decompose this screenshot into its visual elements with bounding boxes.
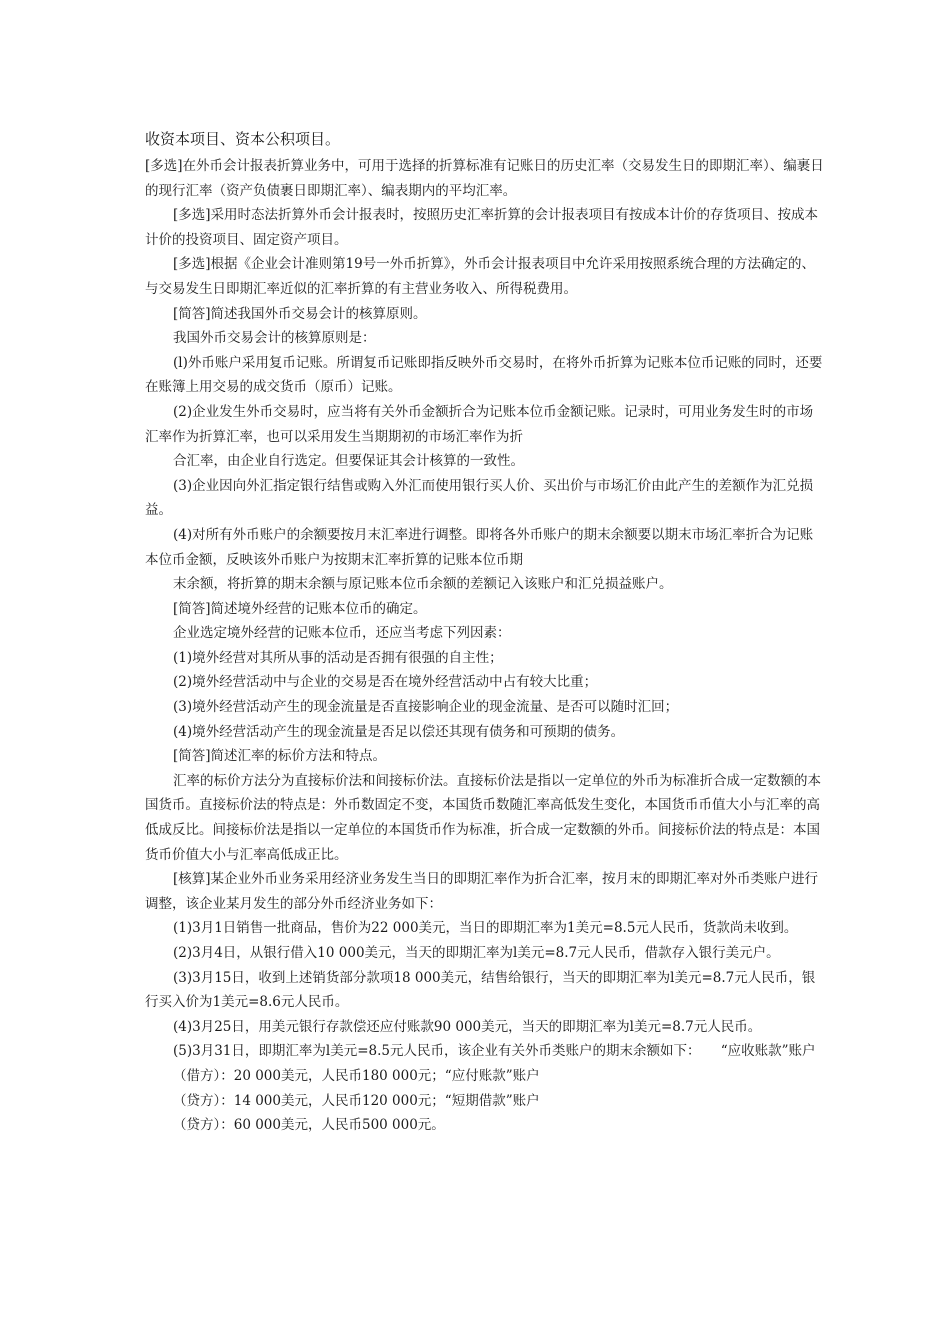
list-item: (4)对所有外币账户的余额要按月末汇率进行调整。即将各外币账户的期末余额要以期末市场汇率折合为记账本位币金额，反映该外币账户为按期末汇率折算的记账本位币期 xyxy=(145,526,814,568)
list-item: (l)外币账户采用复币记账。所谓复币记账即指反映外币交易时，在将外币折算为记账本位币记账的同时，还要在账簿上用交易的成交货币（原币）记账。 xyxy=(145,354,823,396)
list-item: (3)3月15日，收到上述销货部分款项18 000美元，结售给银行，当天的即期汇率为l美元=8.7元人民币，银行买入价为1美元=8.6元人民币。 xyxy=(145,969,816,1011)
paragraph: （贷方）：60 000美元，人民币500 000元。 xyxy=(173,1117,445,1134)
question-heading: [简答]简述汇率的标价方法和特点。 xyxy=(173,748,387,765)
paragraph: （贷方）：14 000美元，人民币120 000元；“短期借款”账户 xyxy=(173,1092,540,1109)
paragraph: 末余额，将折算的期末余额与原记账本位币余额的差额记入该账户和汇兑损益账户。 xyxy=(173,576,673,593)
list-item: (2)企业发生外币交易时，应当将有关外币金额折合为记账本位币金额记账。记录时，可用业务发生时的市场汇率作为折算汇率，也可以采用发生当期期初的市场汇率作为折 xyxy=(145,403,814,445)
paragraph: 企业选定境外经营的记账本位币，还应当考虑下列因素： xyxy=(173,625,511,642)
list-item: (4)3月25日，用美元银行存款偿还应付账款90 000美元，当天的即期汇率为l美元=8.7元人民币。 xyxy=(173,1018,762,1035)
paragraph: 我国外币交易会计的核算原则是： xyxy=(173,330,376,347)
document-body xyxy=(145,126,825,1138)
list-item: (2)境外经营活动中与企业的交易是否在境外经营活动中占有较大比重； xyxy=(173,674,598,691)
paragraph: （借方）：20 000美元，人民币180 000元；“应付账款”账户 xyxy=(173,1067,540,1084)
paragraph: [多选]根据《企业会计准则第19号一外币折算》，外币会计报表项目中允许采用按照系统合理的方法确定的、与交易发生日即期汇率近似的汇率折算的有主营业务收入、所得税费用。 xyxy=(145,256,815,297)
question-heading: [简答]简述我国外币交易会计的核算原则。 xyxy=(173,305,427,322)
paragraph: 收资本项目、资本公积项目。 xyxy=(145,130,341,148)
question-heading: [核算]某企业外币业务采用经济业务发生当日的即期汇率作为折合汇率，按月末的即期汇率对外币类账户进行调整，该企业某月发生的部分外币经济业务如下： xyxy=(145,871,819,912)
paragraph: [多选]采用时态法折算外币会计报表时，按照历史汇率折算的会计报表项目有按成本计价的存货项目、按成本计价的投资项目、固定资产项目。 xyxy=(145,207,819,248)
paragraph: [多选]在外币会计报表折算业务中，可用于选择的折算标准有记账日的历史汇率（交易发生日的即期汇率）、编裹日的现行汇率（资产负债裹日即期汇率）、编表期内的平均汇率。 xyxy=(145,158,824,199)
paragraph: 合汇率，由企业自行选定。但要保证其会计核算的一致性。 xyxy=(173,453,524,470)
list-item: (2)3月4日，从银行借入10 000美元，当天的即期汇率为l美元=8.7元人民币，借款存入银行美元户。 xyxy=(173,945,780,961)
list-item: (5)3月31日，即期汇率为l美元=8.5元人民币，该企业有关外币类账户的期末余额如下： “应收账款”账户 xyxy=(173,1043,816,1060)
paragraph: 汇率的标价方法分为直接标价法和间接标价法。直接标价法是指以一定单位的外币为标准折合成一定数额的本国货币。直接标价法的特点是：外币数固定不变，本国货币数随汇率高低发生变化，本国货币币值大小与汇率的高低成反比。间接标价法是指以一定单位的本国货币作为标准，折合成一定数额的外币。间接标价法的特点是：本国货币价值大小与汇率高低成正比。 xyxy=(145,772,821,863)
list-item: (1)3月1日销售一批商品，售价为22 000美元，当日的即期汇率为1美元=8.5元人民币，货款尚未收到。 xyxy=(173,920,798,937)
list-item: (3)企业因向外汇指定银行结售或购入外汇而使用银行买人价、买出价与市场汇价由此产生的差额作为汇兑损益。 xyxy=(145,477,814,519)
question-heading: [简答]简述境外经营的记账本位币的确定。 xyxy=(173,600,427,617)
list-item: (4)境外经营活动产生的现金流量是否足以偿还其现有债务和可预期的债务。 xyxy=(173,723,625,740)
list-item: (1)境外经营对其所从事的活动是否拥有很强的自主性； xyxy=(173,649,503,666)
list-item: (3)境外经营活动产生的现金流量是否直接影响企业的现金流量、是否可以随时汇回； xyxy=(173,699,679,716)
